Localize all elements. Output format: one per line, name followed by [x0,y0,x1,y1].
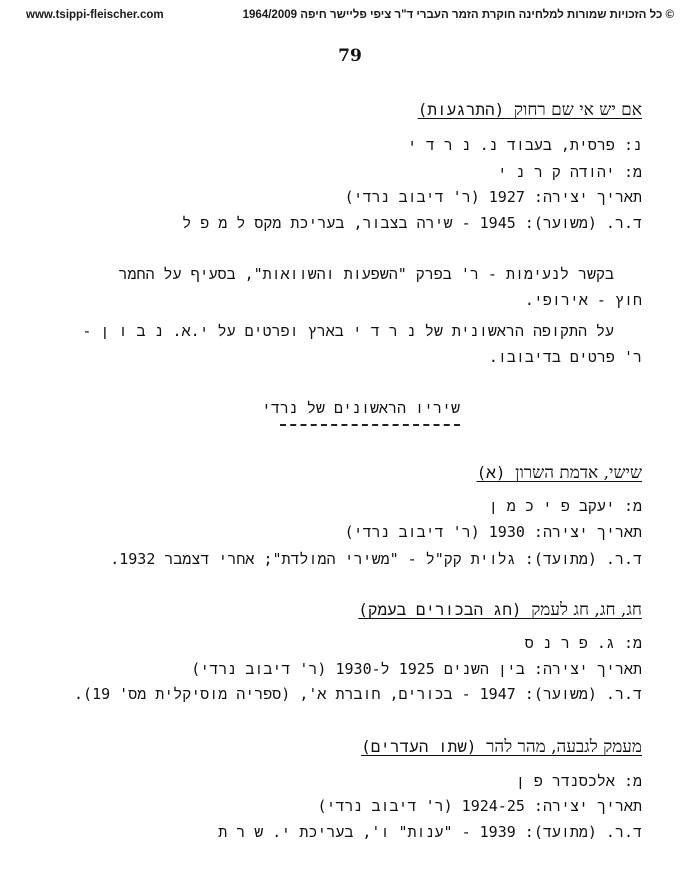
first-print-line: ד.ר. (משוער): 1947 - בכורים, חוברת א', (ספריה מוסיקלית מס' 19). [74,685,642,703]
composer-line: מ: יהודה ק ר נ י [497,163,642,181]
song-title [52,463,642,483]
lyricist-line: נ: פרסית, בעבוד נ. נ ר ד י [407,136,642,154]
song-title-main: שישי, אדמת השרון [515,463,642,483]
composer-line: מ: אלכסנדר פ ן [515,772,642,790]
song-title-main: חג, חג, חג לעמק [531,600,642,620]
song-title-paren: (חג הבכורים בעמק) [358,600,522,619]
song-title [52,737,642,757]
creation-date-line: תאריך יצירה: 1927 (ר' דיבוב נרדי) [344,188,642,206]
creation-date-line: תאריך יצירה: 1924-25 (ר' דיבוב נרדי) [317,797,642,815]
song-title-main: מעמק לגבעה, מהר להר [486,737,642,757]
page-number: 79 [338,46,362,66]
first-print-line: ד.ר. (משוער): 1945 - שירה בצבור, בעריכת מקס ל מ פ ל [182,214,642,232]
note-line: בקשר לנעימות - ר' בפרק "השפעות והשוואות", בסעיף על החמר [118,265,614,283]
song-title-paren: (שתו העדרים) [361,737,477,756]
first-print-line: ד.ר. (מתועד): גלוית קק"ל - "משירי המולדת"; אחרי דצמבר 1932. [110,550,642,568]
composer-line: מ: יעקב פ י כ מ ן [488,497,642,515]
composer-line: מ: ג. פ ר נ ס [524,634,642,652]
note-line: חוץ - אירופי. [524,291,642,309]
copyright-notice: © כל הזכויות שמורות למלחינה חוקרת הזמר העברי ד"ר ציפי פליישר חיפה 1964/2009 [242,9,674,21]
song-title-paren: (התרגעות) [417,100,505,119]
song-title-paren: (א) [476,463,506,482]
song-title [52,600,642,620]
note-line: על התקופה הראשונית של נ ר ד י בארץ ופרטים על י.א. נ ב ו ן - [82,322,614,340]
note-line: ר' פרטים בדיבובו. [488,348,642,366]
song-title-main: אם יש אי שם רחוק [513,100,642,120]
first-print-line: ד.ר. (מתועד): 1939 - "ענות" ו', בעריכת י. ש ר ת [218,823,642,841]
creation-date-line: תאריך יצירה: 1930 (ר' דיבוב נרדי) [344,523,642,541]
song-title [52,100,642,120]
site-url[interactable]: www.tsippi-fleischer.com [26,9,164,21]
heading-dash-rule [280,424,460,426]
section-heading: שיריו הראשונים של נרדי [261,399,460,417]
creation-date-line: תאריך יצירה: בין השנים 1925 ל-1930 (ר' דיבוב נרדי) [191,660,642,678]
